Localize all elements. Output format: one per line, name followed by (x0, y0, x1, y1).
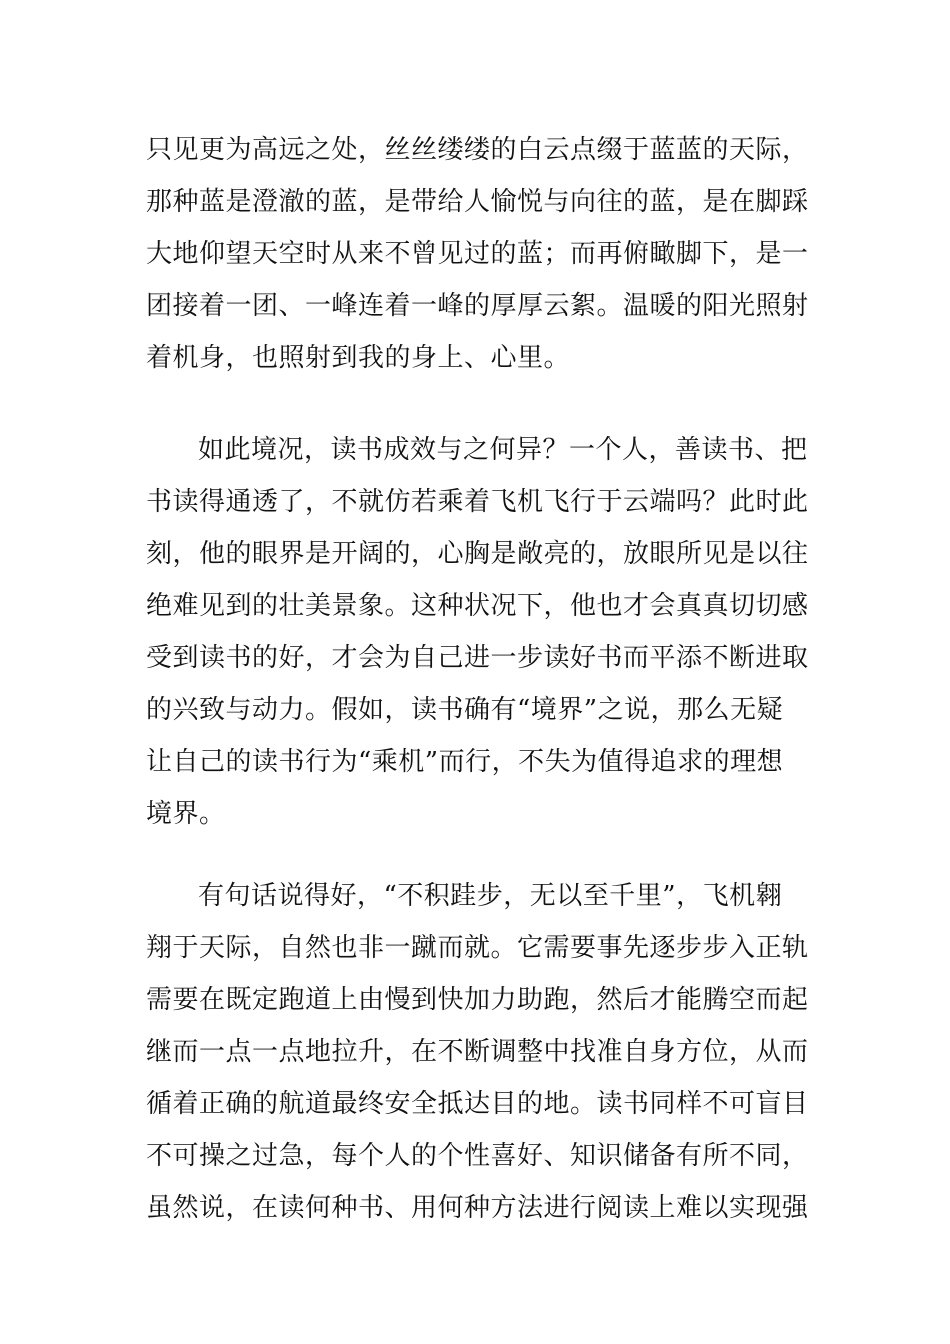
text-line: 翔于天际，自然也非一蹴而就。它需要事先逐步步入正轨 (146, 933, 809, 963)
paragraph-1 (146, 124, 816, 384)
text-line: 有句话说得好，“不积跬步，无以至千里”，飞机翱 (198, 881, 783, 911)
text-line: 大地仰望天空时从来不曾见过的蓝；而再俯瞰脚下，是一 (146, 239, 809, 269)
text-line: 循着正确的航道最终安全抵达目的地。读书同样不可盲目 (146, 1089, 809, 1119)
text-line: 刻，他的眼界是开阔的，心胸是敞亮的，放眼所见是以往 (146, 539, 809, 569)
text-line: 受到读书的好，才会为自己进一步读好书而平添不断进取 (146, 643, 809, 673)
text-line: 不可操之过急，每个人的个性喜好、知识储备有所不同， (146, 1141, 809, 1171)
text-line: 虽然说，在读何种书、用何种方法进行阅读上难以实现强 (146, 1193, 809, 1223)
text-line: 团接着一团、一峰连着一峰的厚厚云絮。温暖的阳光照射 (146, 291, 809, 321)
paragraph-3 (146, 870, 816, 1234)
text-line: 让自己的读书行为“乘机”而行，不失为值得追求的理想 (146, 747, 784, 777)
text-line: 的兴致与动力。假如，读书确有“境界”之说，那么无疑 (146, 695, 784, 725)
text-line: 书读得通透了，不就仿若乘着飞机飞行于云端吗？此时此 (146, 487, 809, 517)
text-line: 绝难见到的壮美景象。这种状况下，他也才会真真切切感 (146, 591, 809, 621)
text-line: 那种蓝是澄澈的蓝，是带给人愉悦与向往的蓝，是在脚踩 (146, 187, 809, 217)
text-line: 境界。 (146, 799, 226, 829)
paragraph-2 (146, 424, 816, 840)
text-line: 如此境况，读书成效与之何异？一个人，善读书、把 (198, 435, 808, 465)
text-line: 继而一点一点地拉升，在不断调整中找准自身方位，从而 (146, 1037, 809, 1067)
text-line: 着机身，也照射到我的身上、心里。 (146, 343, 571, 373)
text-line: 需要在既定跑道上由慢到快加力助跑，然后才能腾空而起 (146, 985, 809, 1015)
text-line: 只见更为高远之处，丝丝缕缕的白云点缀于蓝蓝的天际， (146, 135, 809, 165)
